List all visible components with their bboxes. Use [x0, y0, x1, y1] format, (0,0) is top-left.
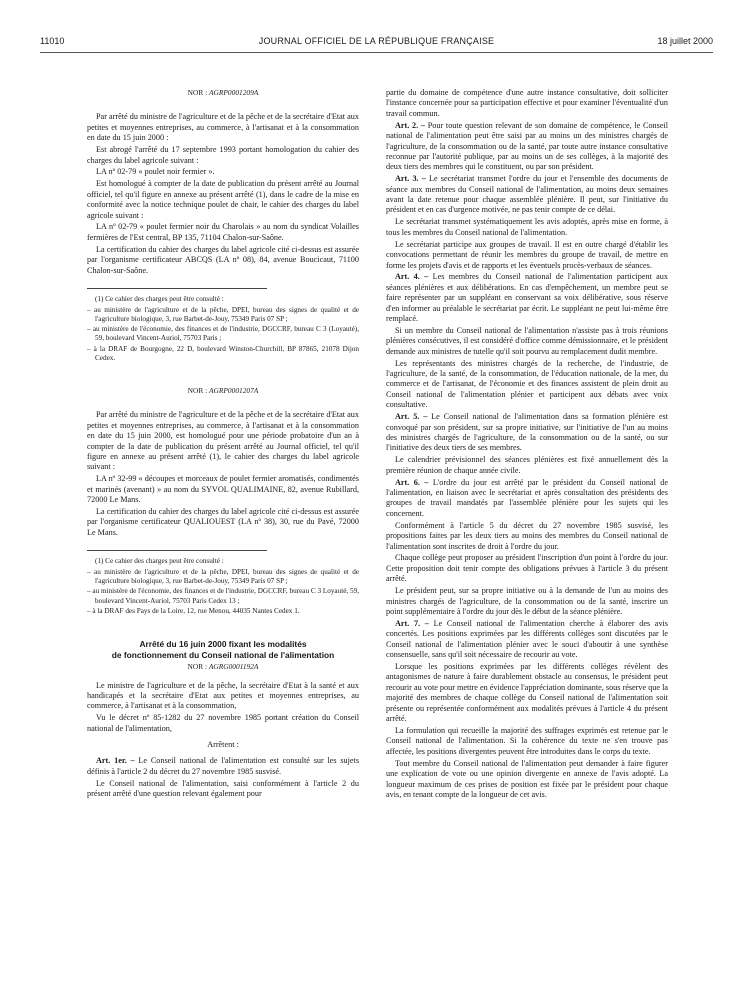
paragraph: Vu le décret nº 85-1282 du 27 novembre 1985 portant création du Conseil national de l'alimentation,: [87, 713, 359, 733]
page-number: 11010: [40, 36, 65, 46]
paragraph: Est homologué à compter de la date de publication du présent arrêté au Journal officiel, tel qu'il figure en annexe au présent arrêté (1), dans le cadre de la mise en conformité avec la notice technique poulet de chair, le cahier des charges du label agricole suivant :: [87, 179, 359, 220]
paragraph: La certification du cahier des charges du label agricole cité ci-dessus est assurée par l'organisme certificateur ABCQS (LA nº 08), 84, avenue Boucicaut, 71100 Chalon-sur-Saône.: [87, 244, 359, 275]
decree-title: Arrêté du 16 juin 2000 fixant les modalités de fonctionnement du Conseil national de l'alimentation: [111, 638, 335, 660]
paragraph: Conformément à l'article 5 du décret du 27 novembre 1985 susvisé, les propositions faites par les deux tiers au moins des membres du Conseil national de l'alimentation sont inscrites de droit à l'ordre du jour.: [386, 520, 668, 551]
footnotes-2: [87, 557, 359, 616]
nor-reference-2: NOR : AGRP0001207A: [187, 385, 259, 395]
issue-date: 18 juillet 2000: [657, 36, 713, 46]
footnote-item: – à la DRAF de Bourgogne, 22 D, boulevard Winston-Churchill, BP 87865, 21078 Dijon Cedex.: [87, 344, 359, 362]
footnote-item: – au ministère de l'économie, des finances et de l'industrie, DGCCRF, bureau C 3 (Loyauté), 59, boulevard Vincent-Auriol, 75703 Paris ;: [87, 325, 359, 343]
footnote-rule: [87, 550, 267, 557]
paragraph: LA nº 32-99 « découpes et morceaux de poulet fermier aromatisés, condimentés et marinés (avenant) » au nom du SYVOL QUALIMAINE, 82, avenue Rubillard, 72000 Le Mans.: [87, 474, 359, 505]
footnote-intro: (1) Ce cahier des charges peut être consulté :: [95, 557, 224, 566]
nor-reference-1: NOR : AGRP0001209A: [187, 88, 259, 97]
right-column: [386, 88, 668, 802]
article-7: Art. 7. – Le Conseil national de l'alimentation cherche à élaborer des avis concertés. Les positions exprimées par les différents collèges sont discutées par le Conseil national de l'alimentation plénier avec le souci d'aboutir à une synthèse consensuelle, sans qu'il soit nécessaire de recourir au vote.: [386, 618, 668, 660]
paragraph: Est abrogé l'arrêté du 17 septembre 1993 portant homologation du cahier des charges du label agricole suivant :: [87, 145, 359, 165]
paragraph: Chaque collège peut proposer au président l'inscription d'un point à l'ordre du jour. Cette proposition doit tenir compte des obligations prévues à l'article 3 du présent arrêté.: [386, 553, 668, 584]
left-column: [87, 88, 359, 801]
paragraph: Le secrétariat transmet systématiquement les avis adoptés, après mise en forme, à tous les membres du Conseil national de l'alimentation.: [386, 217, 668, 237]
article-6: Art. 6. – L'ordre du jour est arrêté par le président du Conseil national de l'alimentation, en liaison avec le secrétariat et après consultation des présidents des groupes de travail mandatés par l'assemblée plénière pour les sujets qui les concernent.: [386, 477, 668, 518]
paragraph: La certification du cahier des charges du label agricole cité ci-dessus est assurée par l'organisme certificateur QUALIOUEST (LA nº 38), 30, rue du Pavé, 72000 Le Mans.: [87, 506, 359, 537]
nor-reference-3: NOR : AGRG0001192A: [187, 662, 259, 672]
footnote-item: – au ministère de l'économie, des finances et de l'industrie, DGCCRF, bureau C 3 Loyauté, 59, boulevard Vincent-Auriol, 75703 Paris Cedex 13 ;: [87, 587, 359, 605]
paragraph: Par arrêté du ministre de l'agriculture et de la pêche et de la secrétaire d'Etat aux petites et moyennes entreprises, au commerce, à l'artisanat et à la consommation en date du 15 juin 2000, est homologué pour une période probatoire d'un an à compter de la date de publication du présent arrêté au Journal officiel, tel qu'il figure en annexe au présent arrêté (1), le cahier des charges du label agricole suivant :: [87, 410, 359, 472]
paragraph: Le Conseil national de l'alimentation, saisi conformément à l'article 2 du présent arrêté d'une question relevant également pour: [87, 778, 359, 799]
paragraph: Le ministre de l'agriculture et de la pêche, la secrétaire d'Etat à la santé et aux handicapés et la secrétaire d'Etat aux petites et moyennes entreprises, au commerce, à l'artisanat et à la consommation,: [87, 680, 359, 711]
arretent: Arrêtent :: [207, 740, 239, 750]
footnotes-1: [87, 295, 359, 363]
paragraph: Lorsque les positions exprimées par les différents collèges révèlent des antagonismes de nature à faire durablement obstacle au consensus, le président peut recourir au vote pour mettre en évidence l'appréciation dominante, sous réserve que la majorité des membres de chaque collège du Conseil national de l'alimentation soit présente ou représentée conformément aux modalités prévues à l'article 4 du présent arrêté.: [386, 662, 668, 724]
paragraph: La formulation qui recueille la majorité des suffrages exprimés est retenue par le Conseil national de l'alimentation. Si la cohérence du texte ne s'en trouve pas affectée, les positions divergentes peuvent être introduites dans le corps du texte.: [386, 725, 668, 756]
footnote-item: – au ministère de l'agriculture et de la pêche, DPEI, bureau des signes de qualité et de l'agriculture biologique, 3, rue Barbet-de-Jouy, 75349 Paris 07 SP ;: [87, 567, 359, 586]
footnote-item: – au ministère de l'agriculture et de la pêche, DPEI, bureau des signes de qualité et de l'agriculture biologique, 3, rue Barbet-de-Jouy, 75349 Paris 07 SP ;: [87, 305, 359, 323]
article-4: Art. 4. – Les membres du Conseil national de l'alimentation participent aux séances plénières et aux délibérations. En cas d'empêchement, un membre peut se faire représenter par un suppléant en conservant sa voix délibérative, sous réserve d'en informer au préalable le secrétariat par écrit. Le suppléant ne peut lui-même être remplacé.: [386, 272, 668, 324]
paragraph: LA nº 02-79 « poulet fermier noir du Charolais » au nom du syndicat Volailles fermières de l'Est central, BP 135, 71104 Chalon-sur-Saône.: [87, 222, 359, 242]
paragraph: Si un membre du Conseil national de l'alimentation n'assiste pas à trois réunions plénières consécutives, il est considéré d'office comme démissionnaire, et le président demande aux ministres de tutelle qu'il soit pourvu au remplacement dudit membre.: [386, 325, 668, 356]
footnote-item: – à la DRAF des Pays de la Loire, 12, rue Menou, 44035 Nantes Cedex 1.: [87, 606, 300, 615]
article-5: Art. 5. – Le Conseil national de l'alimentation dans sa formation plénière est convoqué par son président, sur sa propre initiative, sur l'initiative de l'un au moins des ministres chargés de l'agriculture, de la consommation ou de la santé, ou sur l'initiative des deux tiers de ses membres.: [386, 412, 668, 453]
paragraph: Le secrétariat participe aux groupes de travail. Il est en outre chargé d'établir les convocations permettant de réunir les membres du groupe de travail, de mettre en forme les projets d'avis et de rapports et les éventuels procès-verbaux de séances.: [386, 239, 668, 270]
article-1: Art. 1er. – Le Conseil national de l'alimentation est consulté sur les sujets définis à l'article 2 du décret du 27 novembre 1985 susvisé.: [87, 756, 360, 776]
paragraph: Tout membre du Conseil national de l'alimentation peut demander à faire figurer une explication de vote ou une opinion divergente en annexe de l'avis adopté. La longueur maximum de ces prises de position est fixée par le président pour chaque avis, en tenant compte de la longueur de cet avis.: [386, 758, 668, 799]
paragraph: Les représentants des ministres chargés de la recherche, de l'industrie, de l'agriculture, de la santé, de la consommation, de l'éducation nationale, de la mer, du commerce et de l'artisanat, de l'économie et des finances assistent de plein droit au Conseil national de l'alimentation plénier et participent aux débats avec voix consultative.: [386, 358, 668, 410]
page-header: [40, 36, 713, 50]
header-rule: [40, 52, 713, 53]
journal-title: JOURNAL OFFICIEL DE LA RÉPUBLIQUE FRANÇAISE: [258, 36, 495, 46]
paragraph: Le président peut, sur sa propre initiative ou à la demande de l'un au moins des ministres chargés de l'agriculture, de la consommation ou de la santé, inscrire un point supplémentaire à l'ordre du jour dès le début de la séance plénière.: [386, 586, 668, 616]
footnote-rule: [87, 288, 267, 295]
paragraph: partie du domaine de compétence d'une autre instance consultative, doit solliciter l'instance concernée pour sa participation effective et pour examiner l'éventualité d'un travail commun.: [386, 88, 668, 118]
article-2: Art. 2. – Pour toute question relevant de son domaine de compétence, le Conseil national de l'alimentation peut être saisi par au moins un des ministres chargés de l'agriculture, de la consommation ou de la santé, par toute autre instance consultative reconnue par l'autorité publique, par au moins un de ses collèges, à la majorité des deux tiers des membres qui le constituent, ou par son président.: [386, 120, 668, 172]
footnote-intro: (1) Ce cahier des charges peut être consulté :: [95, 295, 224, 303]
paragraph: Par arrêté du ministre de l'agriculture et de la pêche et de la secrétaire d'Etat aux petites et moyennes entreprises, au commerce, à l'artisanat et à la consommation en date du 15 juin 2000 :: [87, 112, 359, 143]
paragraph: LA nº 02-79 « poulet noir fermier ».: [96, 167, 215, 177]
paragraph: Le calendrier prévisionnel des séances plénières est fixé annuellement dès la première réunion de chaque année civile.: [386, 455, 668, 475]
article-3: Art. 3. – Le secrétariat transmet l'ordre du jour et l'ensemble des documents de séance aux membres du Conseil national de l'alimentation, au moins deux semaines avant la date retenue pour chaque assemblée plénière. Il peut, sur l'initiative du président et en cas d'urgence motivée, ne pas tenir compte de ce délai.: [386, 174, 668, 215]
